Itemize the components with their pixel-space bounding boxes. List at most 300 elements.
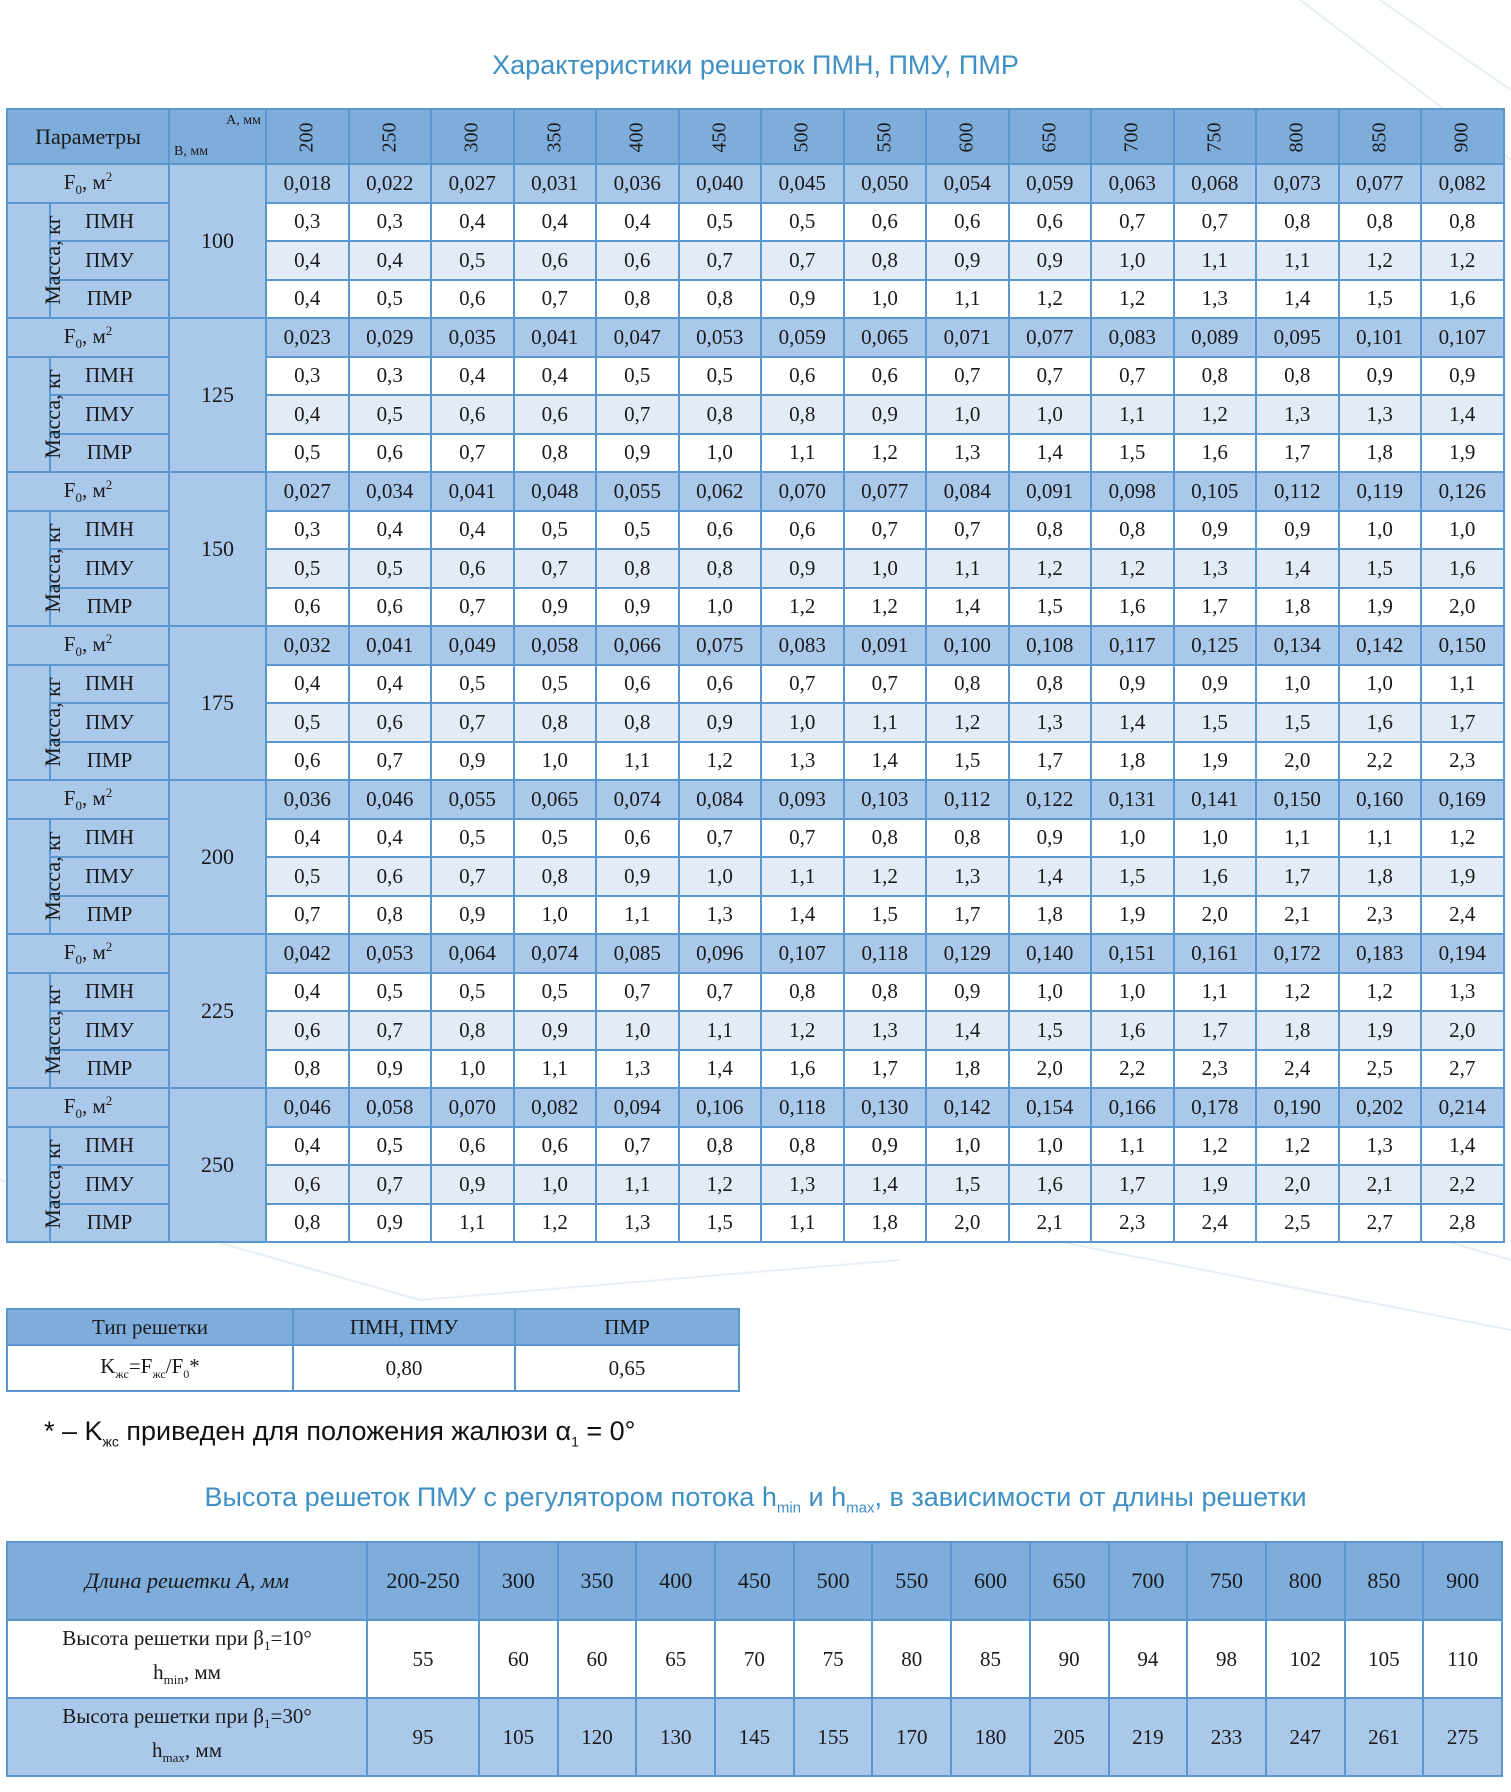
f0-cell: 0,032 <box>266 626 349 665</box>
mass-cell: 0,9 <box>1256 511 1339 550</box>
mass-cell: 2,0 <box>1256 742 1339 781</box>
grille-type-label: ПМН <box>50 973 169 1012</box>
mass-cell: 0,7 <box>926 511 1009 550</box>
f0-cell: 0,118 <box>844 934 927 973</box>
f0-cell: 0,100 <box>926 626 1009 665</box>
grille-type-label: ПМР <box>50 280 169 319</box>
mass-cell: 2,0 <box>1421 1011 1504 1050</box>
mass-cell: 0,4 <box>596 203 679 242</box>
mass-cell: 1,4 <box>761 896 844 935</box>
hmax-cell: 233 <box>1187 1698 1266 1776</box>
grille-type-label: ПМН <box>50 511 169 550</box>
f0-cell: 0,107 <box>1421 318 1504 357</box>
mass-cell: 1,4 <box>926 1011 1009 1050</box>
f0-cell: 0,095 <box>1256 318 1339 357</box>
f0-cell: 0,040 <box>679 164 762 203</box>
f0-cell: 0,046 <box>349 780 432 819</box>
mass-cell: 0,9 <box>844 395 927 434</box>
grille-type-label: ПМУ <box>50 549 169 588</box>
height-table <box>6 1541 1503 1777</box>
f0-cell: 0,059 <box>1009 164 1092 203</box>
mass-cell: 1,8 <box>1009 896 1092 935</box>
mass-cell: 1,0 <box>1174 819 1257 858</box>
mass-cell: 0,4 <box>431 511 514 550</box>
hmin-cell: 90 <box>1030 1620 1109 1698</box>
kzh-coefficient-table <box>6 1308 740 1392</box>
mass-cell: 1,4 <box>1256 549 1339 588</box>
mass-cell: 0,7 <box>514 549 597 588</box>
grille-type-label: ПМР <box>50 1204 169 1243</box>
mass-cell: 1,7 <box>1091 1165 1174 1204</box>
f0-cell: 0,041 <box>349 626 432 665</box>
mass-label: Масса, кг <box>7 973 50 1089</box>
mass-cell: 0,7 <box>431 703 514 742</box>
hmin-cell: 105 <box>1345 1620 1424 1698</box>
f0-cell: 0,098 <box>1091 472 1174 511</box>
mass-cell: 0,5 <box>679 357 762 396</box>
f0-cell: 0,150 <box>1256 780 1339 819</box>
f0-cell: 0,047 <box>596 318 679 357</box>
f0-cell: 0,036 <box>266 780 349 819</box>
mass-cell: 0,5 <box>596 511 679 550</box>
mass-cell: 0,4 <box>266 1127 349 1166</box>
length-value-header: 500 <box>794 1542 873 1620</box>
grille-type-label: ПМР <box>50 742 169 781</box>
mass-cell: 0,6 <box>514 395 597 434</box>
mass-cell: 1,2 <box>679 742 762 781</box>
mass-cell: 1,7 <box>1009 742 1092 781</box>
mass-cell: 1,4 <box>1091 703 1174 742</box>
mass-cell: 1,9 <box>1174 1165 1257 1204</box>
mass-cell: 1,1 <box>1339 819 1422 858</box>
mass-cell: 0,8 <box>844 241 927 280</box>
f0-cell: 0,053 <box>679 318 762 357</box>
mass-cell: 1,0 <box>1256 665 1339 704</box>
mass-cell: 1,1 <box>1256 819 1339 858</box>
mass-cell: 1,4 <box>1421 395 1504 434</box>
mass-cell: 1,1 <box>1091 1127 1174 1166</box>
f0-cell: 0,046 <box>266 1088 349 1127</box>
f0-cell: 0,035 <box>431 318 514 357</box>
hmin-cell: 102 <box>1266 1620 1345 1698</box>
f0-cell: 0,214 <box>1421 1088 1504 1127</box>
mass-cell: 0,9 <box>1174 665 1257 704</box>
mass-cell: 1,1 <box>844 703 927 742</box>
mass-cell: 0,5 <box>514 819 597 858</box>
mass-cell: 0,3 <box>266 511 349 550</box>
f0-cell: 0,154 <box>1009 1088 1092 1127</box>
f0-cell: 0,140 <box>1009 934 1092 973</box>
mass-cell: 1,3 <box>761 742 844 781</box>
f0-cell: 0,055 <box>596 472 679 511</box>
f0-cell: 0,094 <box>596 1088 679 1127</box>
hmin-row-label: Высота решетки при $\beta_1=10^\circ$ $h_{min}$, мм <box>7 1620 367 1698</box>
b-dimension-value: 200 <box>169 780 266 934</box>
mass-cell: 1,0 <box>514 896 597 935</box>
f0-cell: 0,082 <box>1421 164 1504 203</box>
mass-cell: 0,5 <box>431 819 514 858</box>
f0-cell: 0,118 <box>761 1088 844 1127</box>
mass-cell: 1,5 <box>1339 549 1422 588</box>
hmin-cell: 55 <box>367 1620 479 1698</box>
mass-cell: 1,1 <box>596 742 679 781</box>
hmin-cell: 110 <box>1423 1620 1502 1698</box>
mass-cell: 2,7 <box>1339 1204 1422 1243</box>
mass-cell: 0,4 <box>266 819 349 858</box>
hmax-cell: 261 <box>1345 1698 1424 1776</box>
mass-cell: 1,2 <box>1009 549 1092 588</box>
f0-cell: 0,068 <box>1174 164 1257 203</box>
mass-cell: 1,6 <box>761 1050 844 1089</box>
mass-cell: 0,8 <box>761 395 844 434</box>
mass-cell: 0,7 <box>349 742 432 781</box>
mass-cell: 1,6 <box>1421 549 1504 588</box>
mass-cell: 1,6 <box>1009 1165 1092 1204</box>
f0-cell: 0,036 <box>596 164 679 203</box>
grille-type-label: ПМН <box>50 1127 169 1166</box>
f0-cell: 0,125 <box>1174 626 1257 665</box>
mass-cell: 1,4 <box>1009 434 1092 473</box>
mass-cell: 0,4 <box>514 203 597 242</box>
hmin-cell: 75 <box>794 1620 873 1698</box>
mass-cell: 2,0 <box>926 1204 1009 1243</box>
length-value-header: 400 <box>636 1542 715 1620</box>
length-value-header: 550 <box>872 1542 951 1620</box>
mass-cell: 0,8 <box>266 1050 349 1089</box>
f0-cell: 0,093 <box>761 780 844 819</box>
mass-cell: 0,4 <box>431 357 514 396</box>
length-value-header: 850 <box>1345 1542 1424 1620</box>
mass-cell: 0,6 <box>514 1127 597 1166</box>
f0-cell: 0,194 <box>1421 934 1504 973</box>
mass-cell: 1,0 <box>1091 819 1174 858</box>
f0-label: $F_0$, $м^2$ <box>7 1088 169 1127</box>
mass-cell: 1,9 <box>1421 434 1504 473</box>
f0-cell: 0,059 <box>761 318 844 357</box>
mass-cell: 0,4 <box>349 665 432 704</box>
f0-cell: 0,074 <box>596 780 679 819</box>
mass-cell: 1,7 <box>1256 857 1339 896</box>
mass-cell: 1,1 <box>761 857 844 896</box>
f0-cell: 0,071 <box>926 318 1009 357</box>
mass-cell: 0,6 <box>596 241 679 280</box>
mass-cell: 1,0 <box>1091 973 1174 1012</box>
f0-cell: 0,073 <box>1256 164 1339 203</box>
b-dimension-value: 150 <box>169 472 266 626</box>
mass-cell: 1,4 <box>926 588 1009 627</box>
mass-cell: 1,8 <box>1091 742 1174 781</box>
f0-cell: 0,084 <box>679 780 762 819</box>
parameters-header: Параметры <box>7 109 169 164</box>
mass-cell: 1,3 <box>1256 395 1339 434</box>
mass-cell: 2,5 <box>1339 1050 1422 1089</box>
f0-cell: 0,105 <box>1174 472 1257 511</box>
f0-label: $F_0$, $м^2$ <box>7 318 169 357</box>
mass-cell: 0,6 <box>349 588 432 627</box>
mass-cell: 0,4 <box>266 395 349 434</box>
mass-cell: 0,9 <box>596 857 679 896</box>
mass-cell: 0,9 <box>761 549 844 588</box>
mass-cell: 2,3 <box>1421 742 1504 781</box>
mass-cell: 2,7 <box>1421 1050 1504 1089</box>
mass-cell: 0,8 <box>596 549 679 588</box>
mass-cell: 0,4 <box>349 819 432 858</box>
f0-cell: 0,172 <box>1256 934 1339 973</box>
mass-cell: 0,9 <box>514 1011 597 1050</box>
mass-cell: 1,0 <box>514 1165 597 1204</box>
mass-label: Масса, кг <box>7 203 50 319</box>
mass-cell: 1,4 <box>844 1165 927 1204</box>
page-title: Характеристики решеток ПМН, ПМУ, ПМР <box>492 50 1019 80</box>
f0-cell: 0,050 <box>844 164 927 203</box>
mass-cell: 0,7 <box>596 1127 679 1166</box>
mass-label: Масса, кг <box>7 511 50 627</box>
mass-cell: 1,1 <box>514 1050 597 1089</box>
grille-type-label: ПМН <box>50 357 169 396</box>
mass-cell: 0,5 <box>431 665 514 704</box>
mass-cell: 2,2 <box>1091 1050 1174 1089</box>
mass-cell: 1,9 <box>1091 896 1174 935</box>
mass-cell: 0,8 <box>596 703 679 742</box>
f0-cell: 0,151 <box>1091 934 1174 973</box>
f0-cell: 0,041 <box>431 472 514 511</box>
mass-cell: 0,6 <box>349 857 432 896</box>
a-dimension-header: 700 <box>1091 109 1174 164</box>
mass-cell: 1,2 <box>1339 241 1422 280</box>
mass-cell: 0,9 <box>431 1165 514 1204</box>
grille-type-label: ПМР <box>50 896 169 935</box>
grille-type-header: Тип решетки <box>7 1309 293 1345</box>
f0-cell: 0,085 <box>596 934 679 973</box>
mass-cell: 1,3 <box>1339 1127 1422 1166</box>
mass-cell: 1,0 <box>1339 511 1422 550</box>
mass-cell: 2,0 <box>1256 1165 1339 1204</box>
f0-cell: 0,077 <box>844 472 927 511</box>
f0-row <box>7 164 1504 203</box>
mass-label: Масса, кг <box>7 1127 50 1243</box>
mass-cell: 0,3 <box>349 357 432 396</box>
f0-cell: 0,142 <box>1339 626 1422 665</box>
mass-cell: 1,1 <box>679 1011 762 1050</box>
hmax-row-label: Высота решетки при $\beta_1=30^\circ$ $h_{max}$, мм <box>7 1698 367 1776</box>
mass-cell: 1,8 <box>1339 857 1422 896</box>
mass-cell: 0,9 <box>349 1050 432 1089</box>
mass-cell: 1,0 <box>1091 241 1174 280</box>
mass-cell: 0,6 <box>266 588 349 627</box>
mass-cell: 0,9 <box>1009 241 1092 280</box>
f0-cell: 0,126 <box>1421 472 1504 511</box>
mass-cell: 0,5 <box>514 973 597 1012</box>
mass-cell: 0,9 <box>514 588 597 627</box>
hmin-cell: 60 <box>479 1620 558 1698</box>
f0-cell: 0,062 <box>679 472 762 511</box>
f0-cell: 0,022 <box>349 164 432 203</box>
length-value-header: 350 <box>558 1542 637 1620</box>
mass-cell: 1,5 <box>679 1204 762 1243</box>
mass-cell: 0,9 <box>926 973 1009 1012</box>
mass-cell: 0,9 <box>431 742 514 781</box>
mass-cell: 0,7 <box>431 434 514 473</box>
mass-cell: 1,0 <box>1009 973 1092 1012</box>
mass-cell: 1,9 <box>1174 742 1257 781</box>
mass-cell: 0,7 <box>679 819 762 858</box>
mass-cell: 1,7 <box>1421 703 1504 742</box>
f0-cell: 0,161 <box>1174 934 1257 973</box>
mass-cell: 0,7 <box>1091 203 1174 242</box>
f0-cell: 0,029 <box>349 318 432 357</box>
mass-cell: 1,0 <box>679 857 762 896</box>
a-dimension-header: 250 <box>349 109 432 164</box>
length-value-header: 600 <box>951 1542 1030 1620</box>
length-value-header: 750 <box>1187 1542 1266 1620</box>
mass-cell: 0,6 <box>1009 203 1092 242</box>
mass-cell: 0,6 <box>266 742 349 781</box>
mass-cell: 1,4 <box>1009 857 1092 896</box>
mass-cell: 0,4 <box>266 280 349 319</box>
mass-cell: 0,7 <box>349 1011 432 1050</box>
footnote: * – $K_{жс}$ приведен для положения жалюзи $\alpha_1 = 0^\circ$ <box>44 1416 636 1450</box>
mass-cell: 0,8 <box>349 896 432 935</box>
f0-cell: 0,066 <box>596 626 679 665</box>
mass-cell: 2,5 <box>1256 1204 1339 1243</box>
mass-cell: 0,7 <box>926 357 1009 396</box>
mass-cell: 0,3 <box>266 203 349 242</box>
hmin-cell: 65 <box>636 1620 715 1698</box>
mass-cell: 0,5 <box>266 857 349 896</box>
f0-cell: 0,054 <box>926 164 1009 203</box>
mass-cell: 2,1 <box>1009 1204 1092 1243</box>
mass-cell: 0,7 <box>266 896 349 935</box>
mass-cell: 0,4 <box>349 511 432 550</box>
mass-cell: 0,9 <box>1091 665 1174 704</box>
mass-cell: 1,5 <box>926 742 1009 781</box>
mass-cell: 1,3 <box>844 1011 927 1050</box>
mass-cell: 0,8 <box>514 434 597 473</box>
mass-cell: 0,5 <box>514 511 597 550</box>
mass-cell: 1,2 <box>1421 819 1504 858</box>
hmax-cell: 95 <box>367 1698 479 1776</box>
mass-cell: 0,4 <box>266 973 349 1012</box>
f0-cell: 0,083 <box>1091 318 1174 357</box>
f0-cell: 0,089 <box>1174 318 1257 357</box>
mass-cell: 1,3 <box>761 1165 844 1204</box>
mass-cell: 0,8 <box>679 549 762 588</box>
mass-cell: 1,2 <box>1339 973 1422 1012</box>
mass-cell: 0,8 <box>514 703 597 742</box>
mass-cell: 1,9 <box>1421 857 1504 896</box>
mass-cell: 2,0 <box>1421 588 1504 627</box>
dimension-corner-cell <box>169 109 266 164</box>
hmax-cell: 247 <box>1266 1698 1345 1776</box>
mass-cell: 0,5 <box>266 434 349 473</box>
mass-cell: 2,8 <box>1421 1204 1504 1243</box>
length-header: Длина решетки А, мм <box>7 1542 367 1620</box>
mass-cell: 0,7 <box>761 241 844 280</box>
b-dimension-label: В, мм <box>174 144 209 159</box>
mass-cell: 1,5 <box>1339 280 1422 319</box>
mass-cell: 1,5 <box>844 896 927 935</box>
mass-cell: 2,3 <box>1091 1204 1174 1243</box>
mass-cell: 0,7 <box>844 665 927 704</box>
f0-cell: 0,034 <box>349 472 432 511</box>
mass-cell: 1,0 <box>431 1050 514 1089</box>
grille-type-label: ПМУ <box>50 703 169 742</box>
mass-cell: 1,2 <box>1091 549 1174 588</box>
pmn-pmu-header: ПМН, ПМУ <box>293 1309 515 1345</box>
mass-cell: 0,8 <box>514 857 597 896</box>
mass-cell: 1,2 <box>761 1011 844 1050</box>
f0-cell: 0,160 <box>1339 780 1422 819</box>
mass-cell: 1,9 <box>1339 588 1422 627</box>
mass-cell: 0,9 <box>679 703 762 742</box>
mass-cell: 0,4 <box>514 357 597 396</box>
mass-cell: 0,8 <box>1009 665 1092 704</box>
mass-cell: 1,0 <box>1009 395 1092 434</box>
mass-cell: 0,7 <box>761 819 844 858</box>
mass-cell: 0,8 <box>596 280 679 319</box>
f0-cell: 0,075 <box>679 626 762 665</box>
mass-cell: 0,8 <box>926 665 1009 704</box>
mass-cell: 0,8 <box>926 819 1009 858</box>
mass-cell: 0,9 <box>1174 511 1257 550</box>
mass-cell: 1,4 <box>1256 280 1339 319</box>
mass-cell: 1,1 <box>431 1204 514 1243</box>
b-dimension-value: 225 <box>169 934 266 1088</box>
mass-cell: 1,3 <box>596 1050 679 1089</box>
mass-cell: 1,0 <box>679 434 762 473</box>
mass-cell: 1,3 <box>1174 280 1257 319</box>
mass-cell: 0,5 <box>679 203 762 242</box>
f0-cell: 0,063 <box>1091 164 1174 203</box>
a-dimension-label: А, мм <box>226 113 261 128</box>
grille-type-label: ПМУ <box>50 241 169 280</box>
mass-cell: 1,3 <box>679 896 762 935</box>
a-dimension-header: 650 <box>1009 109 1092 164</box>
f0-row <box>7 472 1504 511</box>
grille-type-label: ПМР <box>50 588 169 627</box>
a-dimension-header: 850 <box>1339 109 1422 164</box>
f0-cell: 0,142 <box>926 1088 1009 1127</box>
mass-cell: 1,0 <box>761 703 844 742</box>
mass-cell: 2,2 <box>1339 742 1422 781</box>
mass-cell: 1,2 <box>1256 1127 1339 1166</box>
mass-cell: 1,1 <box>926 549 1009 588</box>
f0-cell: 0,027 <box>266 472 349 511</box>
grille-type-label: ПМН <box>50 665 169 704</box>
b-dimension-value: 250 <box>169 1088 266 1242</box>
f0-cell: 0,065 <box>844 318 927 357</box>
f0-row <box>7 1088 1504 1127</box>
mass-cell: 0,7 <box>761 665 844 704</box>
mass-cell: 1,2 <box>1421 241 1504 280</box>
f0-cell: 0,023 <box>266 318 349 357</box>
mass-cell: 0,6 <box>761 511 844 550</box>
hmin-cell: 98 <box>1187 1620 1266 1698</box>
mass-cell: 1,6 <box>1421 280 1504 319</box>
mass-cell: 1,4 <box>844 742 927 781</box>
mass-cell: 0,9 <box>1421 357 1504 396</box>
mass-cell: 1,0 <box>1009 1127 1092 1166</box>
mass-cell: 2,4 <box>1421 896 1504 935</box>
f0-cell: 0,202 <box>1339 1088 1422 1127</box>
mass-cell: 1,8 <box>1256 1011 1339 1050</box>
mass-cell: 1,1 <box>761 1204 844 1243</box>
mass-cell: 0,6 <box>596 665 679 704</box>
f0-cell: 0,101 <box>1339 318 1422 357</box>
mass-cell: 0,7 <box>679 241 762 280</box>
mass-cell: 1,2 <box>844 588 927 627</box>
mass-cell: 1,7 <box>1256 434 1339 473</box>
